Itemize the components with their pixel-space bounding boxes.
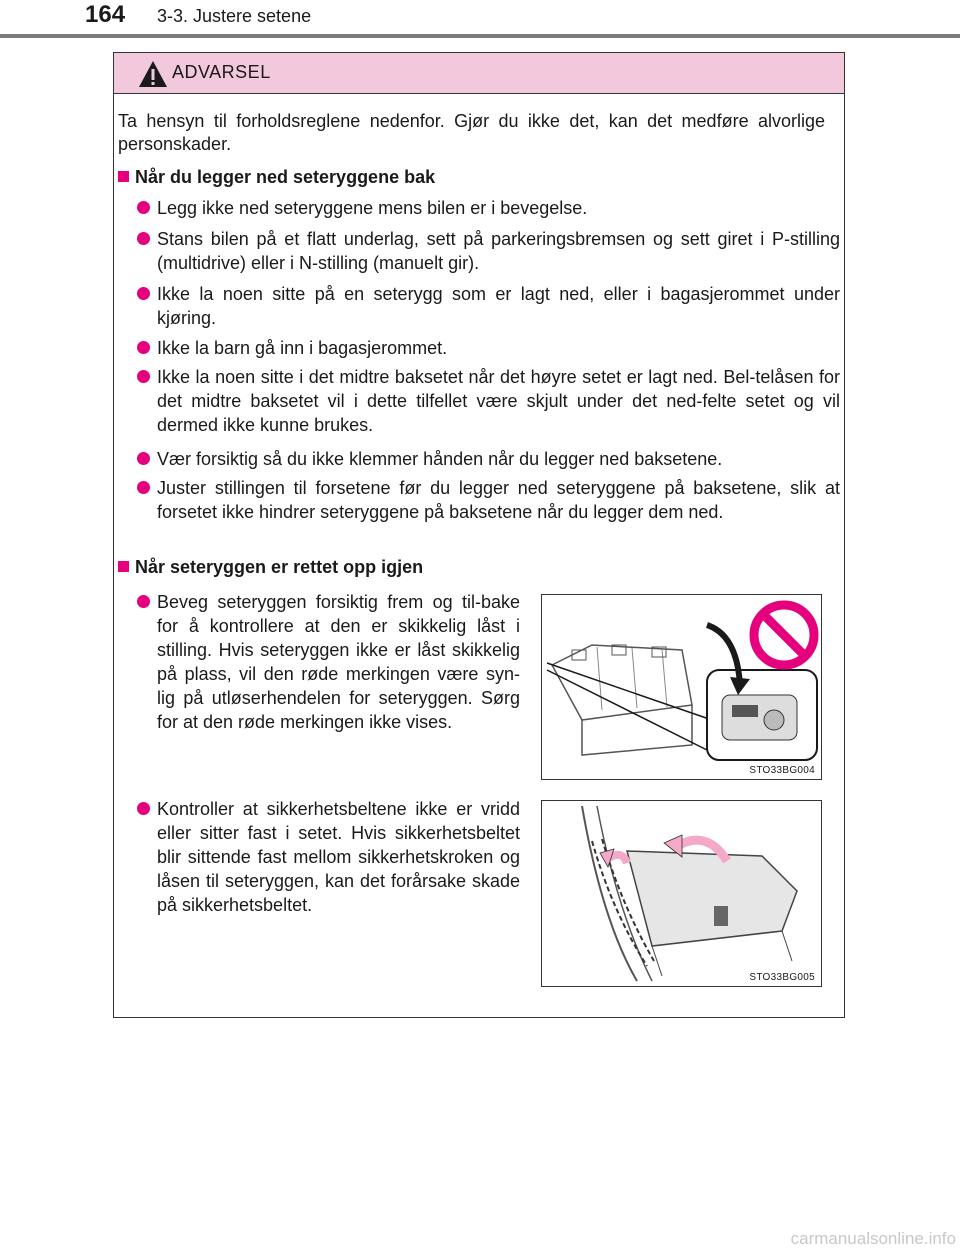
list-item: Ikke la noen sitte på en seterygg som er lagt ned, eller i bagasjerommet under kjøring. xyxy=(157,282,840,330)
section-heading: Når du legger ned seteryggene bak xyxy=(118,166,435,189)
warning-title: ADVARSEL xyxy=(172,62,271,82)
heading-square-icon xyxy=(118,171,129,182)
figure-code: STO33BG004 xyxy=(749,765,815,776)
bullet-dot-icon xyxy=(137,287,150,300)
bullet-dot-icon xyxy=(137,370,150,383)
section-title: 3-3. Justere setene xyxy=(157,6,312,26)
heading-square-icon xyxy=(118,561,129,572)
bullet-dot-icon xyxy=(137,201,150,214)
section-heading: Når seteryggen er rettet opp igjen xyxy=(118,556,423,579)
bullet-dot-icon xyxy=(137,452,150,465)
header-rule xyxy=(0,34,960,38)
footer-watermark: carmanualsonline.info xyxy=(790,1229,956,1248)
seatbelt-figure xyxy=(541,800,822,987)
bullet-dot-icon xyxy=(137,595,150,608)
seat-lock-figure xyxy=(541,594,822,780)
bullet-dot-icon xyxy=(137,481,150,494)
page-number: 164 xyxy=(85,1,126,28)
list-item: Legg ikke ned seteryggene mens bilen er i bevegelse. xyxy=(157,196,840,220)
list-item: Ikke la barn gå inn i bagasjerommet. xyxy=(157,336,840,360)
warning-icon xyxy=(138,60,168,88)
warning-intro: Ta hensyn til forholdsreglene nedenfor. Gjør du ikke det, kan det medføre alvorlige personskader. xyxy=(118,111,825,154)
bullet-dot-icon xyxy=(137,802,150,815)
bullet-dot-icon xyxy=(137,232,150,245)
seatbelt-illustration xyxy=(542,801,821,986)
list-item: Juster stillingen til forsetene før du legger ned seteryggene på baksetene, slik at forsetet ikke hindrer seteryggene på baksetene når du legger dem ned. xyxy=(157,476,840,524)
list-item: Beveg seteryggen forsiktig frem og til-bake for å kontrollere at den er skikkelig låst i stilling. Hvis seteryggen ikke er låst skikkelig på plass, vil den røde merkingen være syn-lig på utløserhendelen for seteryggen. Sørg for at den røde merkingen ikke vises. xyxy=(157,590,520,734)
seat-lock-illustration xyxy=(542,595,821,779)
list-item: Vær forsiktig så du ikke klemmer hånden når du legger ned baksetene. xyxy=(157,447,840,471)
figure-code: STO33BG005 xyxy=(749,972,815,983)
list-item: Stans bilen på et flatt underlag, sett på parkeringsbremsen og sett giret i P-stilling (multidrive) eller i N-stilling (manuelt gir). xyxy=(157,227,840,275)
list-item: Kontroller at sikkerhetsbeltene ikke er vridd eller sitter fast i setet. Hvis sikkerhetsbeltet blir sittende fast mellom sikkerhetskroken og låsen til seteryggen, kan det forårsake skade på sikkerhetsbeltet. xyxy=(157,797,520,917)
bullet-dot-icon xyxy=(137,341,150,354)
list-item: Ikke la noen sitte i det midtre baksetet når det høyre setet er lagt ned. Bel-telåsen for det midtre baksetet vil i dette tilfellet være skjult under det ned-felte setet og vil dermed ikke kunne brukes. xyxy=(157,365,840,437)
warning-header xyxy=(114,53,844,94)
